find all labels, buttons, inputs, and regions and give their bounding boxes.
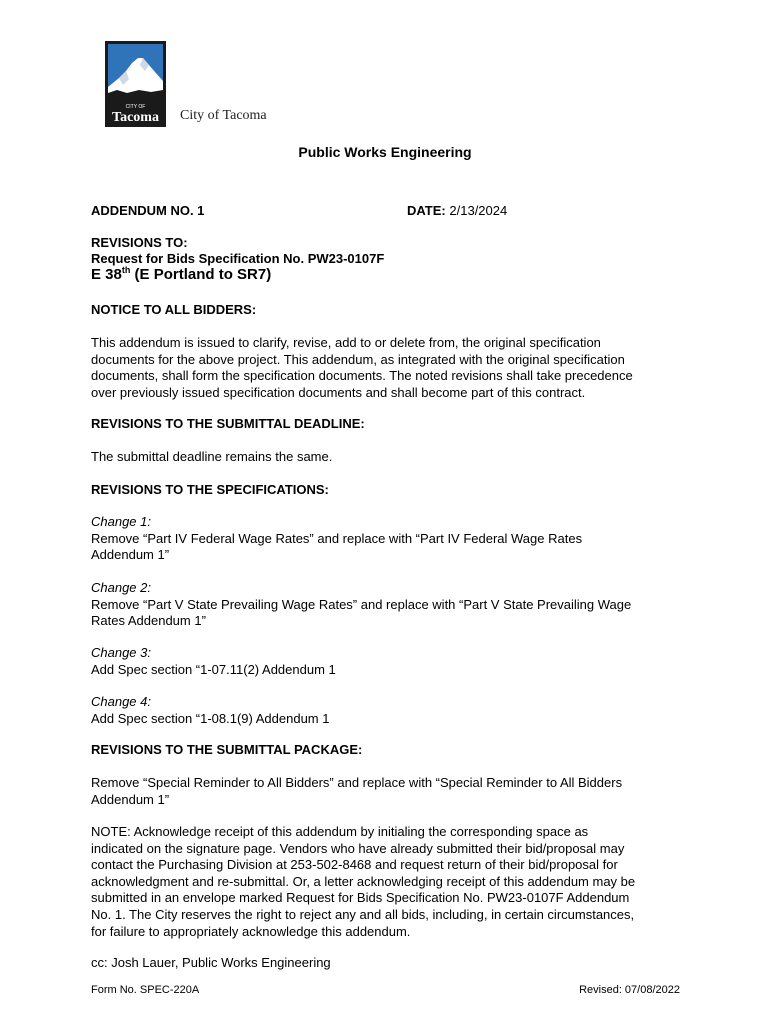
date-label: DATE: — [407, 203, 446, 218]
department-heading: Public Works Engineering — [298, 144, 472, 160]
package-paragraph — [91, 775, 691, 808]
footer-revised-date: Revised: 07/08/2022 — [579, 984, 680, 996]
text-line: Remove “Special Reminder to All Bidders” and replace with “Special Reminder to All Bidders — [91, 775, 623, 790]
note-paragraph — [91, 824, 691, 940]
logo-city-word: CITY OF — [125, 104, 146, 110]
request-line: Request for Bids Specification No. PW23-0107F — [91, 251, 385, 266]
text-line: Addendum 1” — [91, 547, 170, 563]
specifications-heading: REVISIONS TO THE SPECIFICATIONS: — [91, 482, 329, 497]
text-line: NOTE: Acknowledge receipt of this addendum by initialing the corresponding space as — [91, 824, 589, 839]
text-line: No. 1. The City reserves the right to reject any and all bids, including, in certain circumstances, — [91, 906, 635, 922]
project-name-rest: (E Portland to SR7) — [130, 266, 272, 283]
deadline-text: The submittal deadline remains the same. — [91, 449, 333, 464]
addendum-number: ADDENDUM NO. 1 — [91, 203, 205, 218]
city-of-tacoma-logo — [105, 41, 166, 127]
text-line: documents for the above project. This addendum, as integrated with the original specification — [91, 351, 625, 367]
date-value: 2/13/2024 — [449, 203, 508, 218]
text-line: submitted in an envelope marked Request for Bids Specification No. PW23-0107F Addendum — [91, 890, 630, 906]
text-line: Add Spec section “1-08.1(9) Addendum 1 — [91, 710, 330, 726]
change-title: Change 2: — [91, 580, 151, 595]
text-line: documents, shall form the specification documents. The noted revisions shall take precedence — [91, 368, 633, 384]
footer-form-number: Form No. SPEC-220A — [91, 984, 200, 996]
project-name-sup: th — [121, 265, 131, 275]
notice-paragraph — [91, 335, 691, 401]
text-line: Remove “Part IV Federal Wage Rates” and replace with “Part IV Federal Wage Rates — [91, 530, 583, 546]
change-title: Change 4: — [91, 694, 151, 709]
text-line: This addendum is issued to clarify, revise, add to or delete from, the original specification — [91, 335, 601, 350]
revisions-to-heading: REVISIONS TO: — [91, 235, 188, 250]
logo-caption: City of Tacoma — [180, 108, 267, 123]
text-line: indicated on the signature page. Vendors who have already submitted their bid/proposal may — [91, 840, 625, 856]
notice-heading: NOTICE TO ALL BIDDERS: — [91, 302, 257, 317]
change-title: Change 1: — [91, 514, 151, 529]
cc-line: cc: Josh Lauer, Public Works Engineering — [91, 955, 331, 970]
text-line: for failure to appropriately acknowledge this addendum. — [91, 923, 411, 939]
project-name-main: E 38 — [91, 266, 122, 283]
change-4 — [91, 694, 691, 727]
change-1 — [91, 514, 691, 564]
change-3 — [91, 645, 691, 678]
change-title: Change 3: — [91, 645, 151, 660]
text-line: acknowledgment and re-submittal. Or, a letter acknowledging receipt of this addendum may be — [91, 873, 636, 889]
text-line: over previously issued specification documents and shall become part of this contract. — [91, 384, 586, 400]
text-line: Add Spec section “1-07.11(2) Addendum 1 — [91, 661, 336, 677]
date-line — [407, 203, 507, 220]
text-line: Addendum 1” — [91, 791, 170, 807]
logo-name: Tacoma — [112, 110, 159, 125]
text-line: contact the Purchasing Division at 253-502-8468 and request return of their bid/proposal for — [91, 857, 618, 873]
change-2 — [91, 580, 691, 630]
deadline-heading: REVISIONS TO THE SUBMITTAL DEADLINE: — [91, 416, 365, 431]
text-line: Remove “Part V State Prevailing Wage Rates” and replace with “Part V State Prevailing Wage — [91, 596, 632, 612]
package-heading: REVISIONS TO THE SUBMITTAL PACKAGE: — [91, 742, 363, 757]
text-line: Rates Addendum 1” — [91, 613, 206, 629]
project-name — [91, 267, 271, 284]
